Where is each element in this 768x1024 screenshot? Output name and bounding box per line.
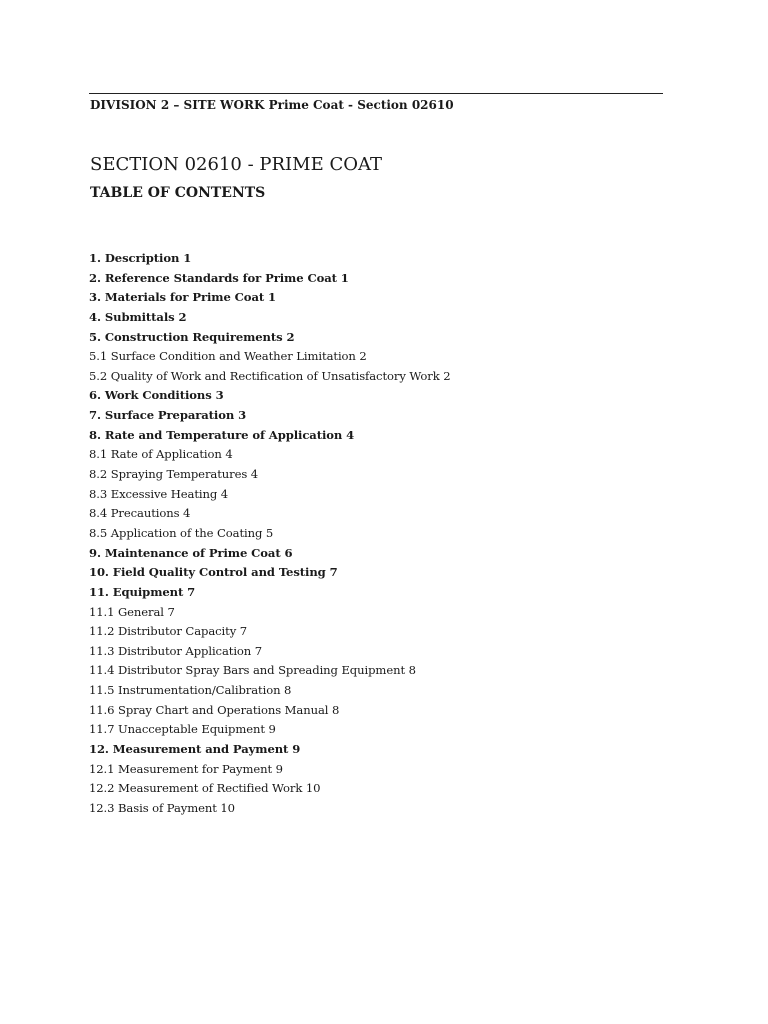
toc-entry[interactable]: 8. Rate and Temperature of Application 4 xyxy=(89,427,355,442)
table-of-contents xyxy=(89,249,451,819)
section-title: SECTION 02610 - PRIME COAT xyxy=(90,154,382,175)
toc-entry[interactable]: 11. Equipment 7 xyxy=(89,584,196,599)
toc-entry[interactable]: 5.2 Quality of Work and Rectification of Unsatisfactory Work 2 xyxy=(89,368,451,383)
toc-entry[interactable]: 5. Construction Requirements 2 xyxy=(89,329,295,344)
toc-entry[interactable]: 3. Materials for Prime Coat 1 xyxy=(89,290,277,305)
running-header xyxy=(90,98,454,112)
toc-entry[interactable]: 9. Maintenance of Prime Coat 6 xyxy=(89,545,293,560)
toc-entry[interactable]: 12.1 Measurement for Payment 9 xyxy=(89,761,283,776)
toc-entry[interactable]: 6. Work Conditions 3 xyxy=(89,388,224,403)
toc-entry[interactable]: 2. Reference Standards for Prime Coat 1 xyxy=(89,270,349,285)
toc-entry[interactable]: 7. Surface Preparation 3 xyxy=(89,408,247,423)
toc-entry[interactable]: 5.1 Surface Condition and Weather Limitation 2 xyxy=(89,349,367,364)
toc-entry[interactable]: 12. Measurement and Payment 9 xyxy=(89,742,301,757)
toc-entry[interactable]: 8.1 Rate of Application 4 xyxy=(89,447,233,462)
toc-entry[interactable]: 11.6 Spray Chart and Operations Manual 8 xyxy=(89,702,340,717)
header-division: DIVISION 2 – SITE WORK xyxy=(90,98,265,112)
toc-entry[interactable]: 4. Submittals 2 xyxy=(89,309,187,324)
header-subject: Prime Coat - Section 02610 xyxy=(268,98,454,112)
toc-entry[interactable]: 8.4 Precautions 4 xyxy=(89,506,191,521)
toc-entry[interactable]: 11.3 Distributor Application 7 xyxy=(89,643,263,658)
toc-title: TABLE OF CONTENTS xyxy=(90,185,266,201)
toc-entry[interactable]: 10. Field Quality Control and Testing 7 xyxy=(89,565,338,580)
toc-entry[interactable]: 11.5 Instrumentation/Calibration 8 xyxy=(89,683,292,698)
toc-entry[interactable]: 1. Description 1 xyxy=(89,251,192,265)
toc-entry[interactable]: 11.4 Distributor Spray Bars and Spreading Equipment 8 xyxy=(89,663,416,678)
toc-entry[interactable]: 8.5 Application of the Coating 5 xyxy=(89,525,274,540)
toc-entry[interactable]: 8.2 Spraying Temperatures 4 xyxy=(89,467,259,482)
toc-entry[interactable]: 11.2 Distributor Capacity 7 xyxy=(89,624,248,639)
toc-entry[interactable]: 12.3 Basis of Payment 10 xyxy=(89,800,235,815)
header-rule xyxy=(89,93,663,94)
toc-entry[interactable]: 8.3 Excessive Heating 4 xyxy=(89,486,229,501)
toc-entry[interactable]: 12.2 Measurement of Rectified Work 10 xyxy=(89,781,321,796)
toc-entry[interactable]: 11.7 Unacceptable Equipment 9 xyxy=(89,722,276,737)
toc-entry[interactable]: 11.1 General 7 xyxy=(89,604,175,619)
